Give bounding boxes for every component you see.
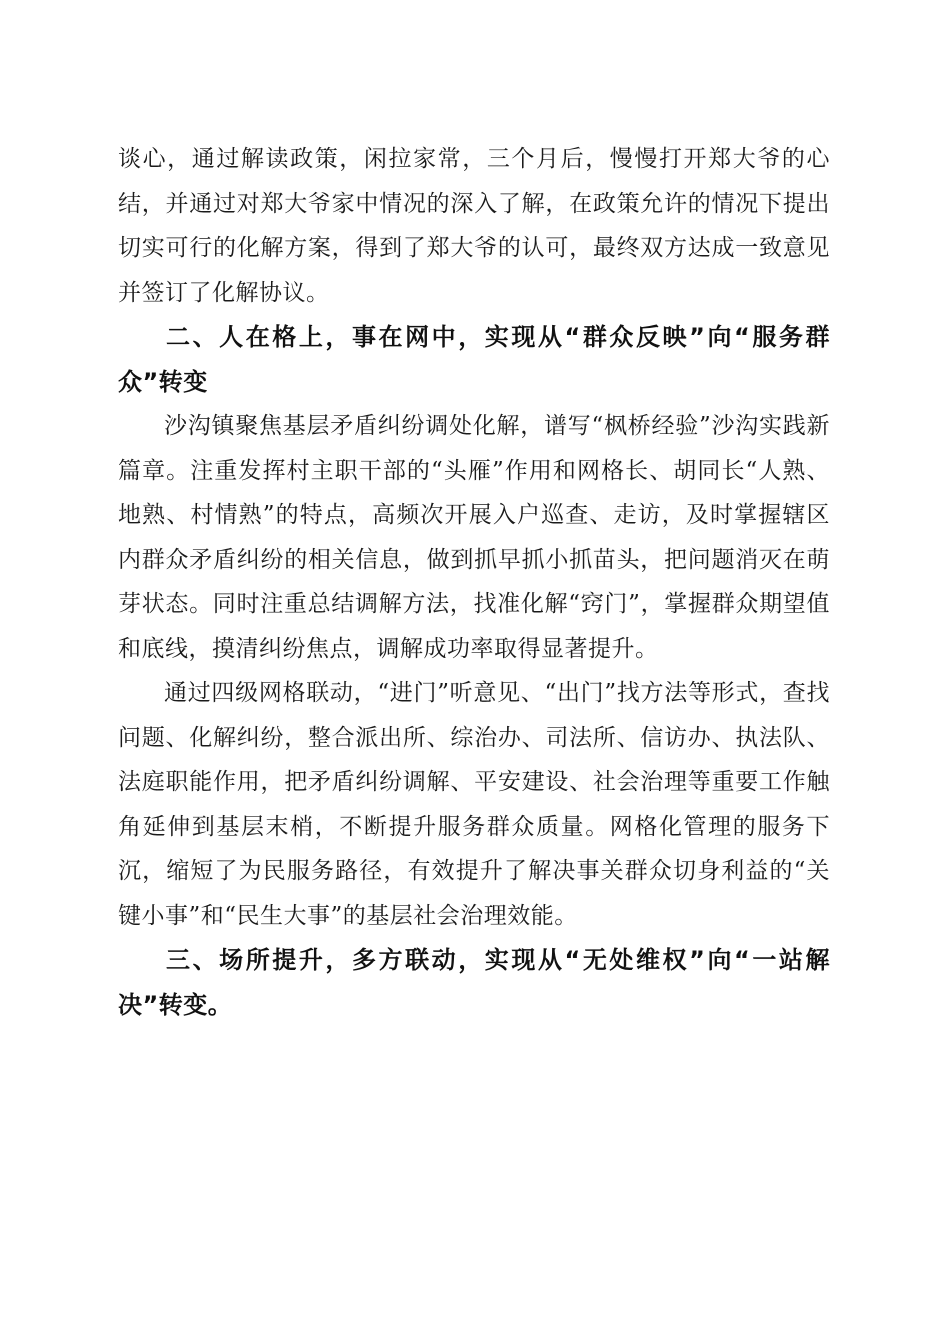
document-body xyxy=(118,137,830,1027)
section-heading-three: 三、场所提升，多方联动，实现从“无处维权”向“一站解决”转变。 xyxy=(118,946,830,1019)
paragraph-continuation: 谈心，通过解读政策，闲拉家常，三个月后，慢慢打开郑大爷的心结，并通过对郑大爷家中情况的深入了解，在政策允许的情况下提出切实可行的化解方案，得到了郑大爷的认可，最终双方达成一致意见并签订了化解协议。 xyxy=(118,146,830,306)
paragraph-body: 沙沟镇聚焦基层矛盾纠纷调处化解，谱写“枫桥经验”沙沟实践新篇章。注重发挥村主职干部的“头雁”作用和网格长、胡同长“人熟、地熟、村情熟”的特点，高频次开展入户巡查、走访，及时掌握辖区内群众矛盾纠纷的相关信息，做到抓早抓小抓苗头，把问题消灭在萌芽状态。同时注重总结调解方法，找准化解“窍门”，掌握群众期望值和底线，摸清纠纷焦点，调解成功率取得显著提升。 xyxy=(118,413,830,662)
paragraph-body: 通过四级网格联动，“进门”听意见、“出门”找方法等形式，查找问题、化解纠纷，整合派出所、综治办、司法所、信访办、执法队、法庭职能作用，把矛盾纠纷调解、平安建设、社会治理等重要工作触角延伸到基层末梢，不断提升服务群众质量。网格化管理的服务下沉，缩短了为民服务路径，有效提升了解决事关群众切身利益的“关键小事”和“民生大事”的基层社会治理效能。 xyxy=(118,680,830,929)
section-heading-two: 二、人在格上，事在网中，实现从“群众反映”向“服务群众”转变 xyxy=(118,323,830,396)
